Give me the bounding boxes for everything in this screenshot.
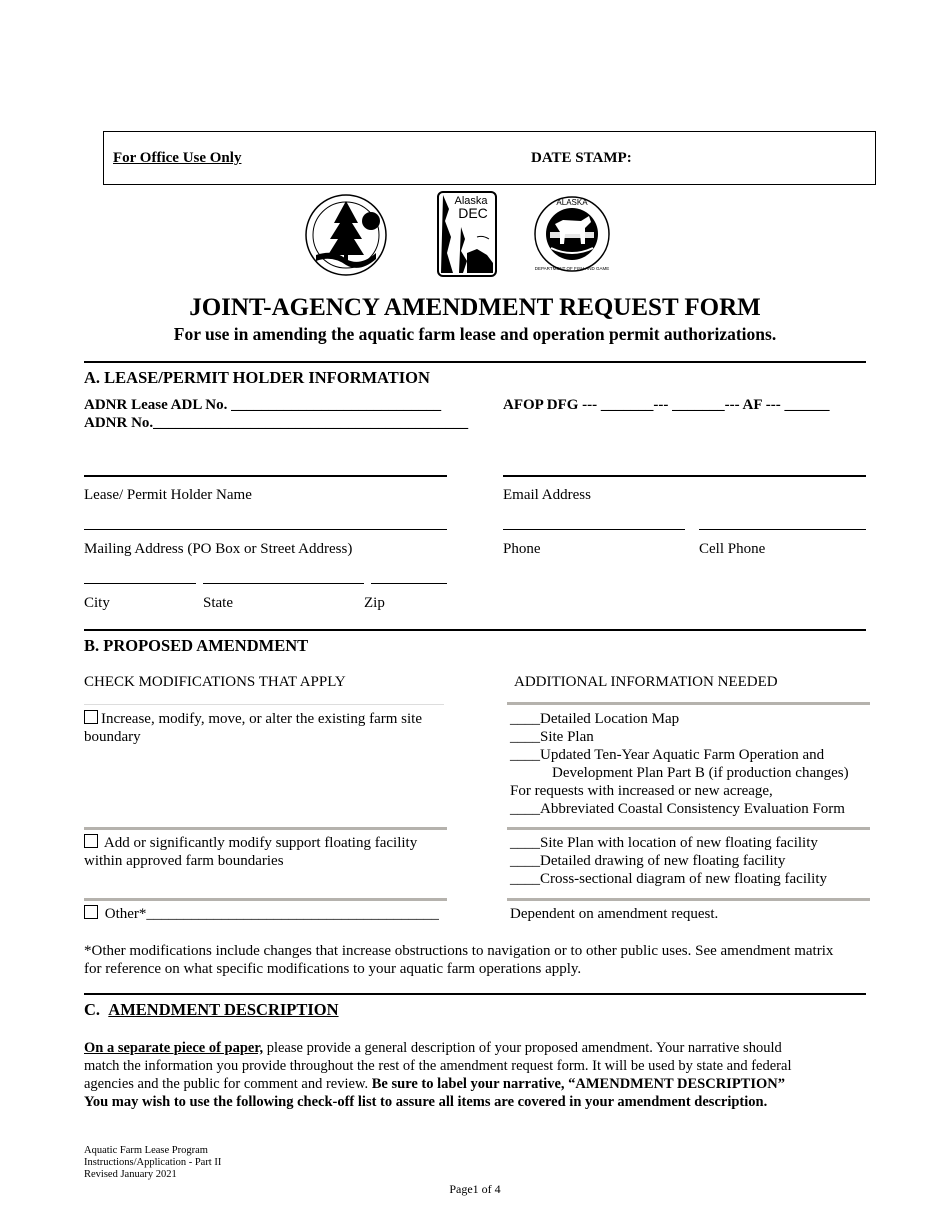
email-line[interactable] <box>503 475 866 477</box>
left-header-rule <box>84 704 444 705</box>
para-emphasis: On a separate piece of paper, <box>84 1040 264 1056</box>
modification-row-other <box>84 905 439 923</box>
state-label: State <box>203 595 233 611</box>
dec-logo-line2: DEC <box>458 205 488 221</box>
boundary-requirements <box>510 710 849 818</box>
row-divider <box>507 827 870 830</box>
other-option-text[interactable]: Other*_______________________________________ <box>101 906 439 922</box>
section-c-heading <box>84 1000 339 1020</box>
section-a-heading: A. LEASE/PERMIT HOLDER INFORMATION <box>84 368 430 387</box>
page-number: Page1 of 4 <box>449 1182 501 1196</box>
office-use-box <box>103 131 876 185</box>
boundary-option-text: Increase, modify, move, or alter the existing farm site <box>101 711 422 727</box>
footnote <box>84 942 833 978</box>
divider <box>84 629 866 631</box>
amendment-description-paragraph <box>84 1039 791 1111</box>
zip-line[interactable] <box>371 583 447 584</box>
other-requirements: Dependent on amendment request. <box>510 906 719 922</box>
para-bold: You may wish to use the following check-off list to assure all items are covered in your amendment description. <box>84 1094 768 1110</box>
check-modifications-header: CHECK MODIFICATIONS THAT APPLY <box>84 674 346 690</box>
section-c-title: AMENDMENT DESCRIPTION <box>108 1000 339 1019</box>
requirement-item: ____Cross-sectional diagram of new floating facility <box>510 871 827 887</box>
city-label: City <box>84 595 110 611</box>
floating-facility-checkbox[interactable] <box>84 834 98 848</box>
dnr-logo <box>304 193 388 282</box>
adnr-no-field[interactable]: ADNR No.__________________________________________ <box>84 415 469 431</box>
footer-line: Revised January 2021 <box>84 1169 177 1180</box>
footer-program-info <box>84 1145 221 1181</box>
email-label: Email Address <box>503 487 591 503</box>
state-line[interactable] <box>203 583 364 584</box>
office-use-label: For Office Use Only <box>113 150 242 166</box>
requirement-item: ____Site Plan with location of new floating facility <box>510 835 818 851</box>
requirement-item: ____Updated Ten-Year Aquatic Farm Operation and <box>510 747 825 763</box>
right-header-rule <box>507 702 870 705</box>
mailing-line[interactable] <box>84 529 447 530</box>
dfg-logo-top: ALASKA <box>556 198 588 207</box>
floating-facility-requirements <box>510 834 827 888</box>
section-b-heading: B. PROPOSED AMENDMENT <box>84 636 309 655</box>
footnote-line: for reference on what specific modifications to your aquatic farm operations apply. <box>84 961 582 977</box>
row-divider <box>84 898 447 901</box>
row-divider <box>507 898 870 901</box>
modification-row-boundary <box>84 710 454 746</box>
floating-facility-option-text-2: within approved farm boundaries <box>84 853 284 869</box>
requirement-item: ____Detailed drawing of new floating facility <box>510 853 786 869</box>
dfg-logo <box>533 194 611 281</box>
phone-label: Phone <box>503 541 541 557</box>
modification-row-floating-facility <box>84 834 454 870</box>
boundary-option-text-2: boundary <box>84 729 141 745</box>
adnr-lease-field[interactable]: ADNR Lease ADL No. ____________________________ <box>84 397 442 413</box>
requirement-item: ____Detailed Location Map <box>510 711 680 727</box>
mailing-label: Mailing Address (PO Box or Street Address) <box>84 541 353 557</box>
requirement-note: For requests with increased or new acreage, <box>510 783 773 799</box>
additional-info-header: ADDITIONAL INFORMATION NEEDED <box>514 674 778 690</box>
dec-logo-line1: Alaska <box>454 195 488 207</box>
para-bold: Be sure to label your narrative, “AMENDMENT DESCRIPTION” <box>371 1076 785 1092</box>
row-divider <box>84 827 447 830</box>
form-title: JOINT-AGENCY AMENDMENT REQUEST FORM <box>189 294 761 321</box>
dec-logo <box>437 191 497 282</box>
requirement-item: ____Site Plan <box>510 729 594 745</box>
other-checkbox[interactable] <box>84 905 98 919</box>
boundary-checkbox[interactable] <box>84 710 98 724</box>
cell-label: Cell Phone <box>699 541 766 557</box>
footer-line: Aquatic Farm Lease Program <box>84 1145 208 1156</box>
requirement-item: ____Abbreviated Coastal Consistency Evaluation Form <box>510 801 845 817</box>
city-line[interactable] <box>84 583 196 584</box>
afop-field[interactable]: AFOP DFG --- _______--- _______--- AF --- ______ <box>503 397 830 413</box>
dfg-logo-bottom: DEPARTMENT OF FISH AND GAME <box>534 266 610 271</box>
holder-name-line[interactable] <box>84 475 447 477</box>
holder-name-label: Lease/ Permit Holder Name <box>84 487 252 503</box>
cell-line[interactable] <box>699 529 866 530</box>
phone-line[interactable] <box>503 529 685 530</box>
divider <box>84 993 866 995</box>
footer-line: Instructions/Application - Part II <box>84 1157 222 1168</box>
para-text: please provide a general description of your proposed amendment. Your narrative should <box>263 1040 782 1056</box>
section-c-letter: C. <box>84 1000 101 1019</box>
date-stamp-label: DATE STAMP: <box>531 150 632 166</box>
footnote-line: *Other modifications include changes that increase obstructions to navigation or to other public uses. See amendment matrix <box>84 943 834 959</box>
para-text: agencies and the public for comment and review. <box>84 1076 372 1092</box>
requirement-item: Development Plan Part B (if production changes) <box>552 765 849 781</box>
form-subtitle: For use in amending the aquatic farm lease and operation permit authorizations. <box>173 324 777 344</box>
para-text: match the information you provide throughout the rest of the amendment request form. It will be used by state and federal <box>84 1058 792 1074</box>
zip-label: Zip <box>364 595 385 611</box>
divider <box>84 361 866 363</box>
floating-facility-option-text: Add or significantly modify support floating facility <box>101 835 418 851</box>
